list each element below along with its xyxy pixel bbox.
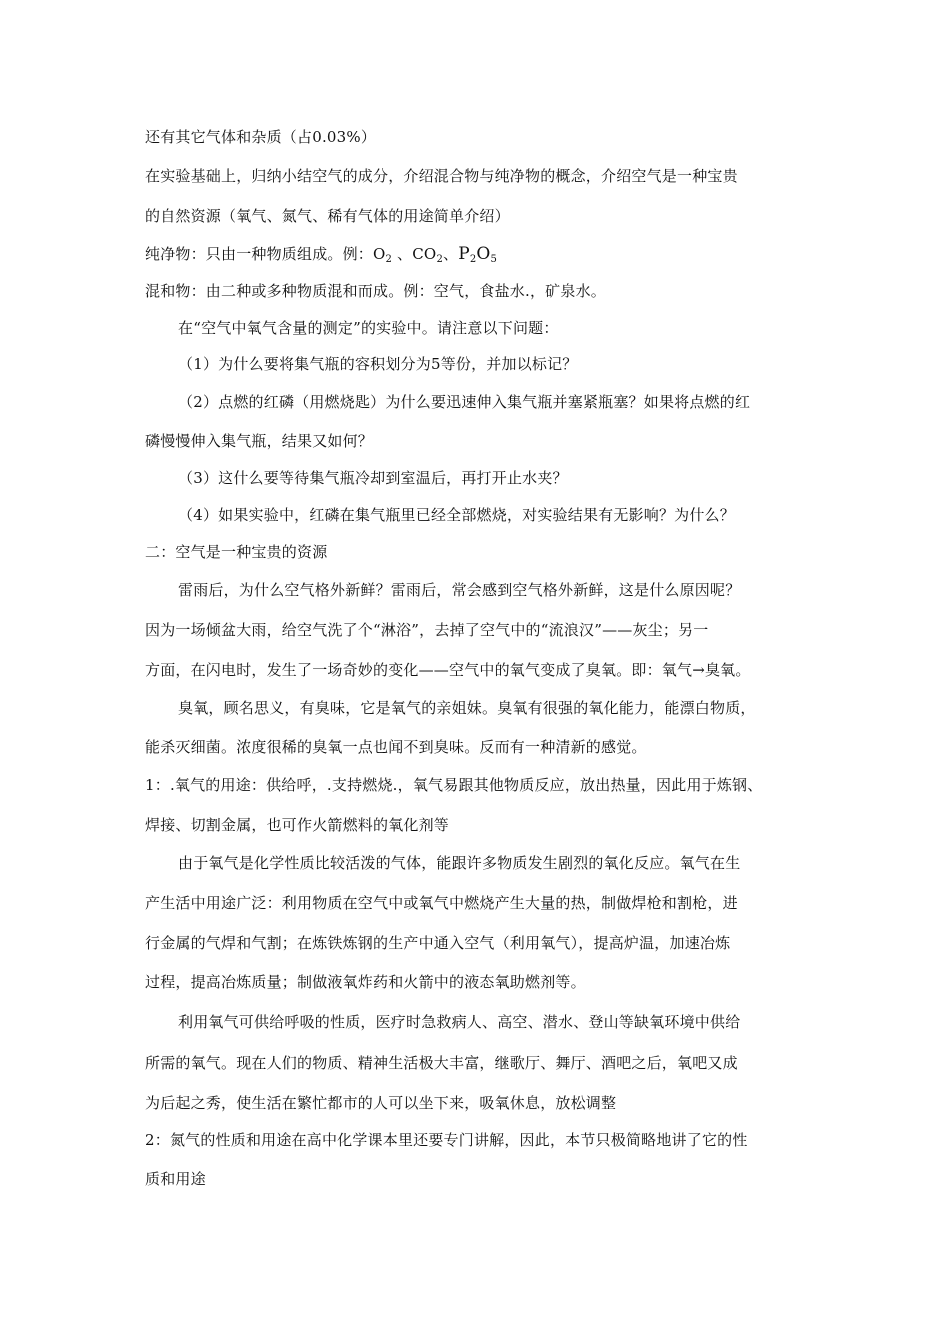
paragraph-line: 焊接、切割金属，也可作火箭燃料的氧化剂等 — [145, 816, 450, 834]
paragraph-line: 行金属的气焊和气割；在炼铁炼钢的生产中通入空气（利用氧气），提高炉温，加速冶炼 — [145, 934, 731, 952]
paragraph-line: 为后起之秀，使生活在繁忙都市的人可以坐下来，吸氧休息，放松调整 — [145, 1094, 617, 1112]
section-heading: 二：空气是一种宝贵的资源 — [145, 543, 328, 561]
paragraph-line: 产生活中用途广泛：利用物质在空气中或氧气中燃烧产生大量的热，制做焊枪和割枪，进 — [145, 894, 738, 912]
question-line: （2）点燃的红磷（用燃烧匙）为什么要迅速伸入集气瓶并塞紧瓶塞？如果将点燃的红 — [178, 393, 751, 411]
paragraph-line: 利用氧气可供给呼吸的性质，医疗时急救病人、高空、潜水、登山等缺氧环境中供给 — [178, 1013, 741, 1031]
pure-substance-text: 纯净物：只由一种物质组成。例： — [145, 245, 374, 263]
paragraph-line: 1：.氧气的用途：供给呼，.支持燃烧.，氧气易跟其他物质反应，放出热量，因此用于炼钢、 — [145, 776, 763, 794]
question-line: （4）如果实验中，红磷在集气瓶里已经全部燃烧，对实验结果有无影响？为什么？ — [178, 506, 735, 524]
paragraph-line: 方面，在闪电时，发生了一场奇妙的变化——空气中的氧气变成了臭氧。即：氧气→臭氧。 — [145, 661, 751, 679]
pure-substance-line: 纯净物：只由一种物质组成。例：$O_2$ 、$CO_2$、$P_2O_5$ — [145, 244, 498, 265]
paragraph-line: 还有其它气体和杂质（占0.03%） — [145, 128, 377, 146]
paragraph-line: 2：氮气的性质和用途在高中化学课本里还要专门讲解，因此，本节只极简略地讲了它的性 — [145, 1131, 748, 1149]
question-line: （1）为什么要将集气瓶的容积划分为5等份，并加以标记？ — [178, 355, 578, 373]
paragraph-line: 质和用途 — [145, 1170, 206, 1188]
paragraph-line: 臭氧，顾名思义，有臭味，它是氧气的亲姐妹。臭氧有很强的氧化能力，能漂白物质， — [178, 699, 756, 717]
paragraph-line: 所需的氧气。现在人们的物质、精神生活极大丰富，继歌厅、舞厅、酒吧之后，氧吧又成 — [145, 1054, 738, 1072]
paragraph-line: 雷雨后，为什么空气格外新鲜？雷雨后，常会感到空气格外新鲜，这是什么原因呢？ — [178, 581, 741, 599]
paragraph-line: 的自然资源（氧气、氮气、稀有气体的用途简单介绍） — [145, 207, 510, 225]
paragraph-line: 过程，提高冶炼质量；制做液氧炸药和火箭中的液态氧助燃剂等。 — [145, 973, 586, 991]
formula-o2: $O_2$ — [373, 245, 393, 265]
formula-p2o5: $P_2O_5$ — [458, 244, 498, 265]
paragraph-line: 在“空气中氧气含量的测定”的实验中。请注意以下问题： — [178, 319, 559, 337]
paragraph-line: 混和物：由二种或多种物质混和而成。例：空气，食盐水.，矿泉水。 — [145, 282, 606, 300]
question-line: （3）这什么要等待集气瓶冷却到室温后，再打开止水夹？ — [178, 469, 568, 487]
paragraph-line: 因为一场倾盆大雨，给空气洗了个“淋浴”，去掉了空气中的“流浪汉”——灰尘；另一 — [145, 621, 709, 639]
paragraph-line: 在实验基础上，归纳小结空气的成分，介绍混合物与纯净物的概念，介绍空气是一种宝贵 — [145, 167, 738, 185]
paragraph-line: 由于氧气是化学性质比较活泼的气体，能跟许多物质发生剧烈的氧化反应。氧气在生 — [178, 854, 741, 872]
formula-co2: $CO_2$ — [412, 245, 443, 265]
paragraph-line: 能杀灭细菌。浓度很稀的臭氧一点也闻不到臭味。反而有一种清新的感觉。 — [145, 738, 647, 756]
question-line: 磷慢慢伸入集气瓶，结果又如何？ — [145, 432, 374, 450]
